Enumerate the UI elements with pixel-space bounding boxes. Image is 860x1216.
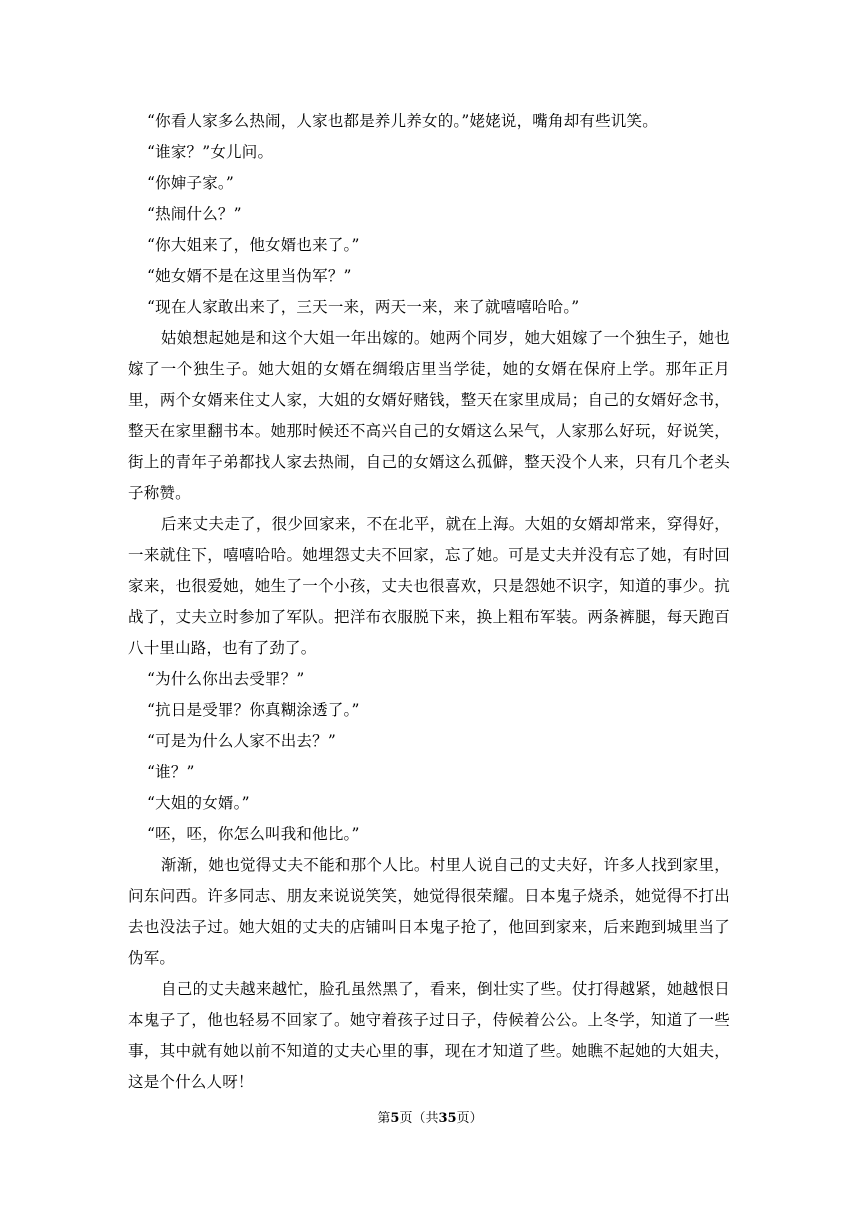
paragraph: “谁家？”女儿问。 [147,143,274,161]
paragraph: 后来丈夫走了，很少回家来，不在北平，就在上海。大姐的女婿却常来，穿得好，一来就住下，嘻嘻哈哈。她埋怨丈夫不回家，忘了她。可是丈夫并没有忘了她，有时回家来，也很爱她，她生了一个小孩，丈夫也很喜欢，只是怨她不识字，知道的事少。抗战了，丈夫立时参加了军队。把洋布衣服脱下来，换上粗布军装。两条裤腿，每天跑百八十里山路，也有了劲了。 [128,515,730,657]
paragraph: “为什么你出去受罪？” [147,670,305,688]
paragraph: 自己的丈夫越来越忙，脸孔虽然黑了，看来，倒壮实了些。仗打得越紧，她越恨日本鬼子了，他也轻易不回家了。她守着孩子过日子，侍候着公公。上冬学，知道了一些事，其中就有她以前不知道的丈夫心里的事，现在才知道了些。她瞧不起她的大姐夫，这是个什么人呀！ [128,980,730,1091]
paragraph: 渐渐，她也觉得丈夫不能和那个人比。村里人说自己的丈夫好，许多人找到家里，问东问西。许多同志、朋友来说说笑笑，她觉得很荣耀。日本鬼子烧杀，她觉得不打出去也没法子过。她大姐的丈夫的店铺叫日本鬼子抢了，他回到家来，后来跑到城里当了伪军。 [128,856,730,967]
footer-suffix: 页） [456,1111,483,1126]
paragraph: “你大姐来了，他女婿也来了。” [147,236,360,254]
paragraph: “你婶子家。” [147,174,234,192]
page-number: 5 [390,1111,400,1126]
total-pages: 35 [438,1111,457,1126]
paragraph: “现在人家敢出来了，三天一来，两天一来，来了就嘻嘻哈哈。” [147,298,580,316]
paragraph: “谁？” [147,763,195,781]
paragraph: “大姐的女婿。” [147,794,250,812]
paragraph: “呸，呸，你怎么叫我和他比。” [147,825,360,843]
paragraph: “她女婿不是在这里当伪军？” [147,267,352,285]
paragraph: “可是为什么人家不出去？” [147,732,336,750]
paragraph: “抗日是受罪？你真糊涂透了。” [147,701,360,719]
paragraph: 姑娘想起她是和这个大姐一年出嫁的。她两个同岁，她大姐嫁了一个独生子，她也嫁了一个独生子。她大姐的女婿在绸缎店里当学徒，她的女婿在保府上学。那年正月里，两个女婿来住丈人家，大姐的女婿好赌钱，整天在家里成局；自己的女婿好念书，整天在家里翻书本。她那时候还不高兴自己的女婿这么呆气，人家那么好玩，好说笑，街上的青年子弟都找人家去热闹，自己的女婿这么孤僻，整天没个人来，只有几个老头子称赞。 [128,329,730,502]
paragraph: “热闹什么？” [147,205,242,223]
page-footer [0,1110,860,1128]
footer-prefix: 第 [377,1111,391,1126]
body-text [128,106,730,1098]
footer-middle: 页（共 [399,1111,439,1126]
paragraph: “你看人家多么热闹，人家也都是养儿养女的。”姥姥说，嘴角却有些讥笑。 [147,112,658,130]
